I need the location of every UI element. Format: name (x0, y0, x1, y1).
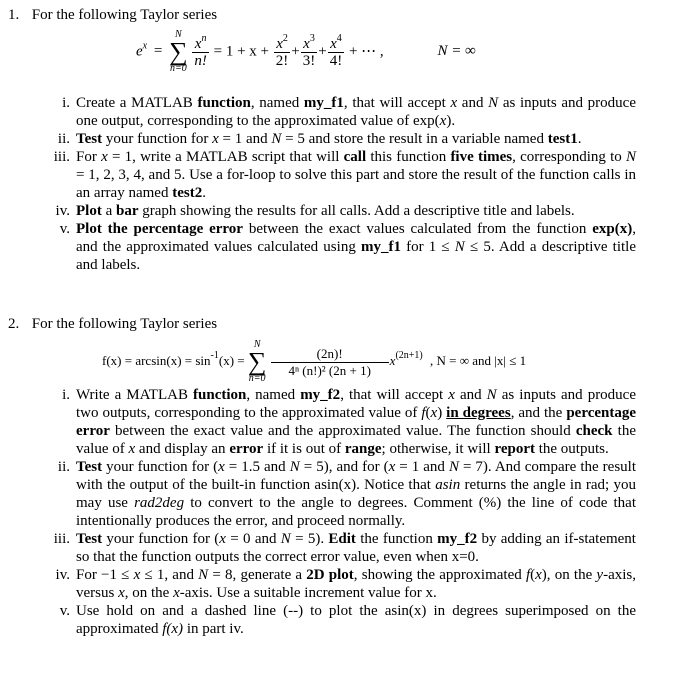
q1-item-2: ii. Test your function for x = 1 and N = 5 and store the result in a variable named test1. (57, 131, 582, 147)
q1-formula: $e^x$ = N ∑ n=0 $\frac{x^n}{n!}$ = 1 + x + $\frac{x^2}{2!}$ + $\frac{x^3}{3!}$ + $\frac{x^4}{4!}$ + ⋯ , N = ∞ (136, 29, 476, 74)
q2-sum: N ∑ n=0 (247, 339, 267, 384)
q2-intro: For the following Taylor series (31, 316, 218, 332)
q2-item-list (36, 386, 636, 638)
q1-heading (8, 6, 217, 24)
q1-condition: N = ∞ (437, 43, 476, 60)
q1-intro: For the following Taylor series (31, 7, 218, 23)
q1-tail: + ⋯ , (348, 43, 384, 60)
q1-item-4: iv. Plot a bar graph showing the results for all calls. Add a descriptive title and labels. (55, 203, 575, 219)
q1-term-2: $\frac{x^2}{2!}$ (275, 32, 289, 69)
q1-item-1: i. Create a MATLAB function, named my_f1, that will accept x and N as inputs and produce one output, corresponding to the approximated value of exp(x). (62, 95, 636, 129)
q2-item-1: i. Write a MATLAB function, named my_f2, that will accept x and N as inputs and produce two outputs, corresponding to the approximated value of f(x) in degrees, and the percentage error between the exact value and the approximated value. The function should check the value of x and display an error if it is out of range; otherwise, it will report the outputs. (62, 387, 637, 457)
q1-term-4: $\frac{x^4}{4!}$ (329, 32, 343, 69)
q2-item-2: ii. Test your function for (x = 1.5 and N = 5), and for (x = 1 and N = 7). And compare the result with the output of the built-in function asin(x). Notice that asin returns the angle in rad; you may use rad2deg to convert to the angle to degrees. Comment (%) the line of code that intentionally produces the error, and proceed normally. (57, 459, 636, 529)
q2-formula: $f(x) = \arcsin(x) = \sin^{-1}(x)$ = N ∑ n=0 $\frac{(2n)!}{\text{4ⁿ (n!)² (2n + 1)}}$ $x^{(2n+1)}$ , N = ∞ and |x| ≤ 1 (102, 339, 527, 384)
q2-number: 2. (8, 316, 20, 332)
q1-frac-main: $\frac{x^n}{n!}$ (194, 32, 207, 69)
q2-lhs: f(x) = arcsin(x) = sin (102, 352, 211, 368)
q1-item-5: v. Plot the percentage error between the exact values calculated from the function exp(x), and the approximated values calculated using my_f1 for 1 ≤ N ≤ 5. Add a descriptive title and labels. (59, 221, 636, 273)
q2-frac: $\frac{(2n)!}{\text{4ⁿ (n!)² (2n + 1)}}$ (271, 346, 389, 379)
q1-number: 1. (8, 7, 20, 23)
q1-item-3: iii. For x = 1, write a MATLAB script that will call this function five times, corresponding to N = 1, 2, 3, 4, and 5. Use a for-loop to solve this part and store the result of the function calls in an array named test2. (53, 149, 636, 201)
q1-item-list (36, 94, 636, 274)
q2-item-4: iv. For −1 ≤ x ≤ 1, and N = 8, generate a 2D plot, showing the approximated f(x), on the y-axis, versus x, on the x-axis. Use a suitable increment value for x. (55, 567, 637, 601)
q1-sum: N ∑ n=0 (169, 29, 188, 74)
q1-term-3: $\frac{x^3}{3!}$ (302, 32, 316, 69)
q2-heading (8, 315, 217, 333)
q1-lhs: e (136, 43, 143, 60)
q2-item-3: iii. Test your function for (x = 0 and N = 5). Edit the function my_f2 by adding an if-statement so that the function outputs the correct error value, even when x=0. (53, 531, 636, 565)
q2-item-5: v. Use hold on and a dashed line (--) to plot the asin(x) in degrees superimposed on the approximated f(x) in part iv. (59, 603, 636, 637)
q1-expansion: = 1 + x + (213, 43, 270, 60)
q2-condition: , N = ∞ and |x| ≤ 1 (430, 352, 527, 368)
